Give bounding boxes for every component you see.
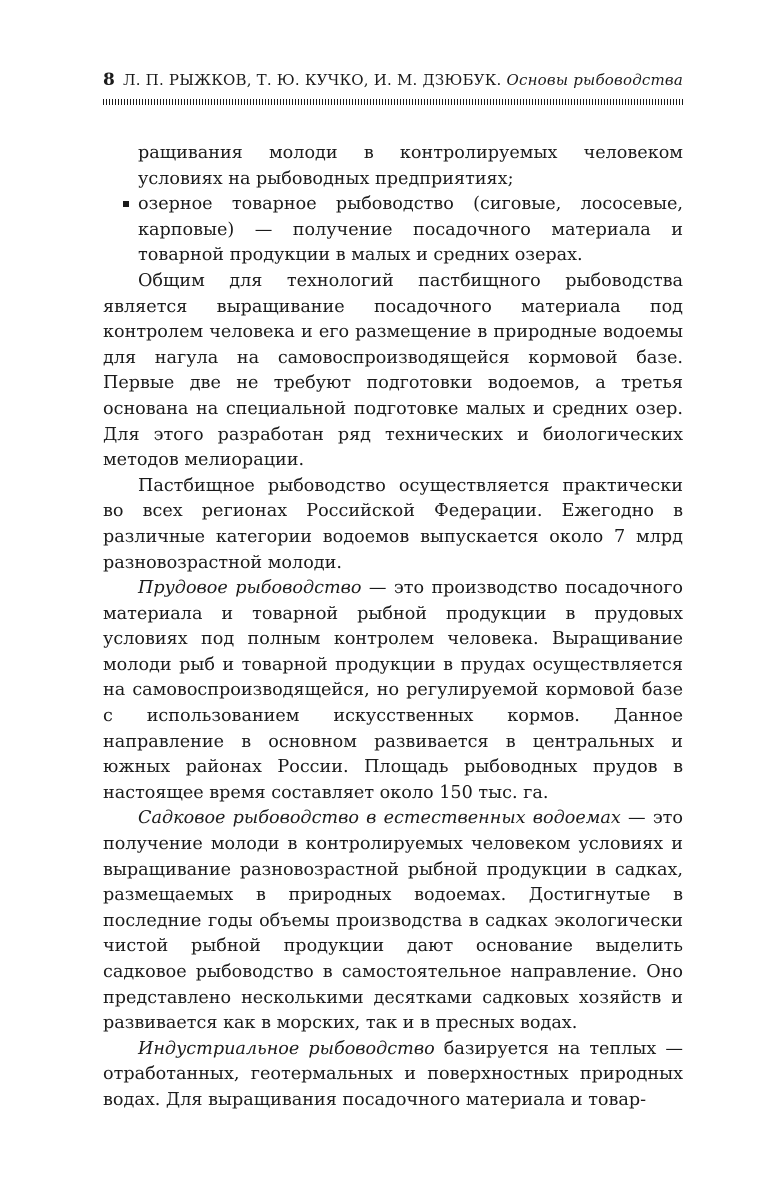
running-head-authors: Л. П. РЫЖКОВ, Т. Ю. КУЧКО, И. М. ДЗЮБУК. [123, 71, 502, 89]
list-item-continuation: ращивания молоди в контролируемых человеком условиях на рыбоводных предприятиях; [138, 143, 683, 189]
term-pond-farming: Прудовое рыбоводство [138, 578, 362, 599]
header-rule [103, 99, 683, 105]
running-head-title: Основы рыбоводства [506, 71, 683, 89]
term-industrial-farming: Индустриальное рыбоводство [138, 1038, 435, 1059]
term-cage-farming: Садковое рыбоводство в естественных водоемах [138, 808, 621, 829]
paragraph-cage-farming [103, 806, 683, 1036]
paragraph-pasture-regions: Пастбищное рыбоводство осуществляется практически во всех регионах Российской Федерации. Ежегодно в различные категории водоемов выпускается около 7 млрд разновозрастной молоди. [103, 475, 683, 573]
running-head [123, 70, 683, 90]
paragraph-pasture-common: Общим для технологий пастбищного рыбоводства является выращивание посадочного материала под контролем человека и его размещение в природные водоемы для нагула на самовоспроизводящейся кормовой базе. Первые две не требуют подготовки водоемов, а третья основана на специальной подготовке малых и средних озер. Для этого разработан ряд технических и биологических методов мелиорации. [103, 270, 683, 471]
list-item [103, 192, 683, 269]
paragraph-industrial-farming [103, 1037, 683, 1114]
page-header [103, 70, 683, 90]
paragraph-industrial-text: базируется на теплых — отработанных, геотермальных и поверхностных природных водах. Для выращивания посадочного материала и товар- [103, 1038, 683, 1110]
list-item-text: озерное товарное рыбоводство (сиговые, лососевые, карповые) — получение посадочного материала и товарной продукции в малых и средних озерах. [138, 194, 683, 266]
body-text [103, 141, 683, 1114]
paragraph-pond-farming [103, 576, 683, 806]
bullet-icon [123, 201, 129, 207]
book-page [103, 70, 683, 1114]
paragraph-cage-text: — это получение молоди в контролируемых человеком условиях и выращивание разновозрастной рыбной продукции в садках, размещаемых в природных водоемах. Достигнутые в последние годы объемы производства в садках экологически чистой рыбной продукции дают основание выделить садковое рыбоводство в самостоятельное направление. Оно представлено несколькими десятками садковых хозяйств и развивается как в морских, так и в пресных водах. [103, 808, 683, 1034]
page-number: 8 [103, 70, 115, 90]
paragraph-pond-text: — это производство посадочного материала и товарной рыбной продукции в прудовых условиях под полным контролем человека. Выращивание молоди рыб и товарной продукции в прудах осуществляется на самовоспроизводящейся, но регулируемой кормовой базе с использованием искусственных кормов. Данное направление в основном развивается в центральных и южных районах России. Площадь рыбоводных прудов в настоящее время составляет около 150 тыс. га. [103, 578, 684, 803]
